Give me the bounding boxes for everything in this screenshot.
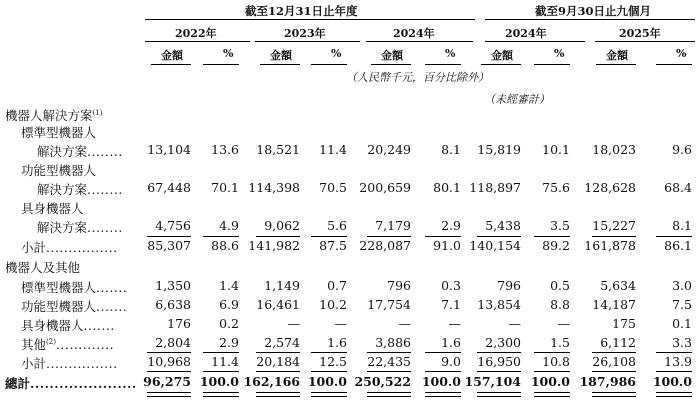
pct-cell: 8.1 (672, 218, 692, 233)
year-header: 2024年 (393, 27, 435, 40)
pct-cell: 3.5 (550, 218, 570, 233)
total-rule (256, 396, 300, 397)
pct-cell: 10.8 (542, 354, 570, 369)
leader-dots: ........ (87, 182, 123, 197)
amount-cell: 9,062 (264, 218, 300, 233)
amount-cell: 6,112 (600, 335, 636, 350)
subheader-rule (151, 64, 191, 65)
total-rule (592, 236, 636, 237)
pct-header: % (676, 47, 687, 60)
amount-cell: — (287, 316, 300, 331)
pct-cell: 6.9 (219, 297, 239, 312)
total-rule (425, 352, 461, 353)
row-label: 解決方案........ (37, 220, 123, 235)
year-header: 2022年 (175, 27, 217, 40)
subheader-rule (596, 64, 636, 65)
amount-cell: 20,249 (367, 142, 411, 157)
amount-cell: 20,184 (256, 354, 300, 369)
amount-cell: 17,754 (367, 297, 411, 312)
year-rule (145, 41, 250, 42)
total-rule (147, 236, 191, 237)
total-rule (367, 396, 411, 397)
total-rule (477, 392, 521, 393)
amount-cell: 6,638 (155, 297, 191, 312)
total-rule (256, 392, 300, 393)
amount-cell: 67,448 (147, 180, 191, 195)
pct-cell: 70.1 (211, 180, 239, 195)
header-group-year-end: 截至12月31日止年度 (245, 4, 358, 18)
amount-cell: 2,574 (264, 335, 300, 350)
total-rule (425, 392, 461, 393)
pct-header: % (445, 47, 456, 60)
amount-header: 金額 (491, 49, 513, 62)
amount-cell: 187,986 (579, 374, 636, 389)
total-rule (656, 396, 692, 397)
total-rule (534, 352, 570, 353)
total-rule (656, 371, 692, 372)
pct-cell: 100.0 (421, 374, 461, 389)
leader-dots: ............. (55, 337, 115, 352)
year-rule (366, 41, 473, 42)
total-rule (203, 352, 239, 353)
row-label: 具身機器人....... (21, 318, 115, 333)
total-rule (367, 352, 411, 353)
total-rule (203, 392, 239, 393)
total-rule (203, 371, 239, 372)
header-rule-1 (145, 19, 475, 20)
total-rule (656, 392, 692, 393)
leader-dots: ................ (46, 356, 118, 371)
pct-cell: — (557, 316, 570, 331)
leader-dots: ........ (87, 220, 123, 235)
pct-cell: 1.5 (550, 335, 570, 350)
amount-header: 金額 (606, 49, 628, 62)
leader-dots: ................ (46, 240, 118, 255)
subheader-rule (203, 64, 239, 65)
subheader-rule (425, 64, 461, 65)
amount-cell: 200,659 (359, 180, 411, 195)
pct-cell: 75.6 (542, 180, 570, 195)
amount-cell: 26,108 (592, 354, 636, 369)
total-rule (367, 371, 411, 372)
pct-cell: 1.4 (219, 278, 239, 293)
pct-cell: 4.9 (219, 218, 239, 233)
total-rule (534, 371, 570, 372)
total-rule (656, 352, 692, 353)
amount-cell: 157,104 (464, 374, 521, 389)
leader-dots: ....... (96, 280, 128, 295)
header-rule-2 (485, 19, 695, 20)
pct-cell: 8.8 (550, 297, 570, 312)
pct-header: % (223, 47, 234, 60)
amount-cell: — (398, 316, 411, 331)
pct-cell: 13.6 (211, 142, 239, 157)
total-rule (311, 371, 347, 372)
amount-cell: 15,819 (477, 142, 521, 157)
amount-cell: 162,166 (243, 374, 300, 389)
pct-cell: 2.9 (441, 218, 461, 233)
subheader-rule (481, 64, 521, 65)
unaudited-note: （未經審計） (484, 93, 550, 106)
amount-cell: 96,275 (143, 374, 191, 389)
total-rule (147, 392, 191, 393)
amount-cell: 13,104 (147, 142, 191, 157)
total-rule (477, 371, 521, 372)
total-rule (534, 396, 570, 397)
amount-cell: 18,521 (256, 142, 300, 157)
amount-cell: 140,154 (469, 238, 521, 253)
footnote-ref: (2) (46, 337, 56, 346)
amount-header: 金額 (381, 49, 403, 62)
total-rule (311, 396, 347, 397)
pct-cell: 86.1 (664, 238, 692, 253)
row-label: 機器人解決方案$^{(1)}$ (5, 108, 103, 123)
amount-cell: 796 (387, 278, 411, 293)
total-rule (592, 371, 636, 372)
amount-cell: 118,897 (469, 180, 521, 195)
pct-cell: 7.1 (441, 297, 461, 312)
pct-cell: 9.0 (441, 354, 461, 369)
pct-cell: 100.0 (530, 374, 570, 389)
total-rule (534, 236, 570, 237)
pct-cell: 1.6 (441, 335, 461, 350)
amount-cell: 161,878 (584, 238, 636, 253)
total-rule (592, 396, 636, 397)
row-label: 標準型機器人....... (21, 280, 128, 295)
pct-cell: 100.0 (199, 374, 239, 389)
total-rule (477, 236, 521, 237)
total-rule (477, 396, 521, 397)
amount-cell: 5,634 (600, 278, 636, 293)
amount-cell: 7,179 (375, 218, 411, 233)
total-rule (147, 352, 191, 353)
total-rule (656, 236, 692, 237)
amount-cell: 128,628 (584, 180, 636, 195)
total-rule (592, 352, 636, 353)
amount-cell: 16,950 (477, 354, 521, 369)
row-label: 標準型機器人 (21, 125, 97, 140)
row-label: 解決方案........ (37, 182, 123, 197)
pct-cell: 9.6 (672, 142, 692, 157)
pct-cell: 91.0 (433, 238, 461, 253)
amount-cell: 2,300 (485, 335, 521, 350)
amount-cell: 13,854 (477, 297, 521, 312)
year-rule (485, 41, 585, 42)
pct-cell: 70.5 (319, 180, 347, 195)
amount-cell: 22,435 (367, 354, 411, 369)
total-rule (147, 371, 191, 372)
pct-cell: 0.3 (441, 278, 461, 293)
amount-cell: 175 (612, 316, 636, 331)
leader-dots: ....... (96, 299, 128, 314)
total-rule (256, 236, 300, 237)
pct-cell: 0.2 (219, 316, 239, 331)
amount-cell: 14,187 (592, 297, 636, 312)
amount-cell: 796 (497, 278, 521, 293)
row-label: 功能型機器人....... (21, 299, 128, 314)
year-header: 2023年 (284, 27, 326, 40)
pct-cell: 7.5 (672, 297, 692, 312)
unit-note: （人民幣千元，百分比除外） (346, 71, 489, 84)
total-rule (425, 396, 461, 397)
total-rule (311, 236, 347, 237)
pct-cell: 100.0 (307, 374, 347, 389)
amount-header: 金額 (270, 49, 292, 62)
footnote-ref: (1) (92, 108, 103, 117)
amount-cell: 141,982 (248, 238, 300, 253)
total-rule (425, 236, 461, 237)
subheader-rule (371, 64, 411, 65)
amount-cell: 10,968 (147, 354, 191, 369)
amount-cell: 15,227 (592, 218, 636, 233)
total-rule (311, 352, 347, 353)
row-label: 其他$^{(2)}$............. (21, 337, 115, 352)
amount-cell: 1,350 (155, 278, 191, 293)
pct-cell: — (448, 316, 461, 331)
leader-dots: ...................... (30, 376, 137, 391)
pct-cell: 3.3 (672, 335, 692, 350)
pct-cell: 1.6 (327, 335, 347, 350)
pct-cell: 100.0 (652, 374, 692, 389)
pct-cell: 0.1 (672, 316, 692, 331)
year-rule (255, 41, 360, 42)
amount-cell: 1,149 (264, 278, 300, 293)
total-rule (425, 371, 461, 372)
total-rule (147, 396, 191, 397)
year-header: 2025年 (619, 27, 661, 40)
amount-header: 金額 (161, 49, 183, 62)
amount-cell: 85,307 (147, 238, 191, 253)
pct-cell: 68.4 (664, 180, 692, 195)
row-label: 小計................ (21, 240, 118, 255)
pct-cell: 12.5 (319, 354, 347, 369)
total-rule (203, 396, 239, 397)
pct-cell: — (334, 316, 347, 331)
total-rule (311, 392, 347, 393)
amount-cell: 3,886 (375, 335, 411, 350)
pct-cell: 5.6 (327, 218, 347, 233)
amount-cell: 250,522 (354, 374, 411, 389)
pct-cell: 11.4 (211, 354, 239, 369)
row-label: 總計...................... (5, 376, 137, 391)
amount-cell: 4,756 (155, 218, 191, 233)
total-rule (534, 392, 570, 393)
amount-cell: — (508, 316, 521, 331)
pct-cell: 10.2 (319, 297, 347, 312)
amount-cell: 16,461 (256, 297, 300, 312)
total-rule (367, 236, 411, 237)
subheader-rule (656, 64, 692, 65)
total-rule (592, 392, 636, 393)
row-label: 小計................ (21, 356, 118, 371)
leader-dots: ........ (87, 144, 123, 159)
year-header: 2024年 (505, 27, 547, 40)
pct-cell: 0.5 (550, 278, 570, 293)
subheader-rule (311, 64, 347, 65)
pct-cell: 0.7 (327, 278, 347, 293)
leader-dots: ....... (83, 318, 115, 333)
pct-cell: 89.2 (542, 238, 570, 253)
pct-header: % (554, 47, 565, 60)
row-label: 具身機器人 (21, 201, 84, 216)
pct-cell: 2.9 (219, 335, 239, 350)
amount-cell: 2,804 (155, 335, 191, 350)
total-rule (256, 352, 300, 353)
pct-cell: 10.1 (542, 142, 570, 157)
pct-cell: 8.1 (441, 142, 461, 157)
row-label: 解決方案........ (37, 144, 123, 159)
pct-cell: 88.6 (211, 238, 239, 253)
amount-cell: 114,398 (248, 180, 300, 195)
amount-cell: 18,023 (592, 142, 636, 157)
pct-cell: 80.1 (433, 180, 461, 195)
amount-cell: 176 (167, 316, 191, 331)
pct-cell: 87.5 (319, 238, 347, 253)
amount-cell: 228,087 (359, 238, 411, 253)
pct-header: % (331, 47, 342, 60)
total-rule (367, 392, 411, 393)
header-group-nine-months: 截至9月30日止九個月 (535, 4, 652, 18)
total-rule (203, 236, 239, 237)
pct-cell: 3.0 (672, 278, 692, 293)
pct-cell: 13.9 (664, 354, 692, 369)
amount-cell: 5,438 (485, 218, 521, 233)
total-rule (256, 371, 300, 372)
year-rule (595, 41, 695, 42)
row-label: 功能型機器人 (21, 163, 97, 178)
pct-cell: 11.4 (319, 142, 347, 157)
subheader-rule (260, 64, 300, 65)
row-label: 機器人及其他 (5, 260, 81, 275)
total-rule (477, 352, 521, 353)
subheader-rule (534, 64, 570, 65)
